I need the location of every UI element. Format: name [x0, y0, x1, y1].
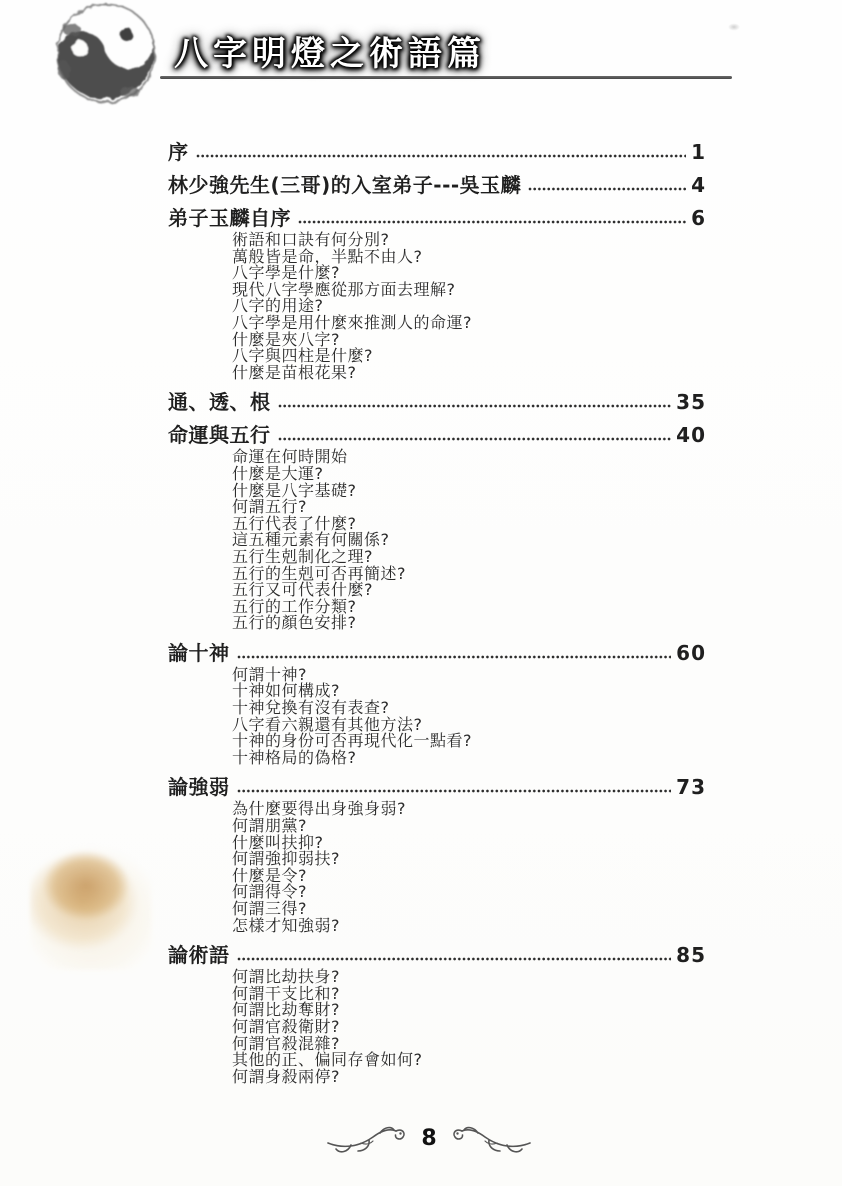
toc-sub-item: 五行又可代表什麼?	[232, 580, 373, 600]
toc-sub-item: 何謂比劫奪財?	[232, 1000, 340, 1020]
toc-entry	[168, 775, 706, 799]
toc-entry-page-number: 6	[691, 206, 706, 230]
toc-entry-page-number: 73	[676, 775, 706, 800]
toc-sub-item: 這五種元素有何關係?	[232, 530, 390, 550]
toc-entry-page-number: 85	[676, 943, 706, 968]
page-number: 8	[421, 1125, 437, 1151]
dot-leader	[298, 219, 686, 225]
toc-sub-item: 何謂強抑弱扶?	[232, 849, 340, 869]
dot-leader	[237, 956, 672, 962]
dot-leader	[278, 403, 672, 409]
toc-entry	[168, 173, 706, 197]
toc-sub-item: 術語和口訣有何分別?	[232, 230, 390, 249]
toc-entry-page-number: 40	[676, 423, 706, 448]
toc-sub-item: 什麼是令?	[232, 865, 307, 885]
toc-entry-title: 林少強先生(三哥)的入室弟子---吳玉麟	[168, 173, 522, 197]
toc-entry-page-number: 35	[676, 390, 706, 415]
toc-entry-page-number: 4	[691, 173, 706, 197]
toc-sub-item: 什麼是大運?	[232, 463, 324, 483]
toc-entry	[168, 206, 706, 230]
toc-sub-item: 何謂官殺混雜?	[232, 1033, 340, 1053]
toc-entry	[168, 641, 706, 665]
toc-entry-title: 論十神	[168, 640, 230, 665]
toc-sub-item: 五行生剋制化之理?	[232, 546, 373, 566]
toc-sub-item: 為什麼要得出身強身弱?	[232, 799, 406, 819]
toc-entry	[168, 390, 706, 414]
toc-entry	[168, 943, 706, 967]
toc-sub-item: 八字學是什麼?	[232, 263, 340, 283]
toc-sub-item: 何謂身殺兩停?	[232, 1066, 340, 1086]
toc-sub-item: 什麼是八字基礎?	[232, 480, 357, 500]
toc-sub-item: 五行的工作分類?	[232, 596, 357, 616]
toc-sub-item: 八字學是用什麼來推測人的命運?	[232, 312, 472, 332]
dot-leader	[278, 436, 672, 442]
toc-entry-title: 序	[168, 140, 189, 164]
toc-entry-title: 通、透、根	[168, 390, 271, 415]
flourish-right-icon	[451, 1118, 533, 1158]
toc-sub-item: 十神的身份可否再現代化一點看?	[232, 731, 472, 751]
toc-sub-list	[232, 232, 706, 381]
toc-sub-item: 何謂朋黨?	[232, 816, 307, 836]
toc-list	[168, 140, 706, 1085]
toc-sub-item: 何謂官殺衛財?	[232, 1016, 340, 1036]
toc-sub-list	[232, 801, 706, 934]
toc-sub-item: 何謂得令?	[232, 882, 307, 902]
toc-sub-item: 五行的生剋可否再簡述?	[232, 563, 406, 583]
toc-entry	[168, 423, 706, 447]
toc-sub-item: 怎樣才知強弱?	[232, 915, 340, 935]
toc-entry	[168, 140, 706, 164]
toc-sub-item: 什麼叫扶抑?	[232, 832, 324, 852]
toc-entry-title: 論強弱	[168, 775, 230, 800]
toc-entry-page-number: 60	[676, 640, 706, 665]
book-title: 八字明燈之術語篇	[174, 34, 486, 74]
toc-sub-item: 命運在何時開始	[232, 447, 348, 467]
toc-entry-title: 命運與五行	[168, 423, 271, 448]
toc-sub-list	[232, 969, 706, 1085]
toc-sub-item: 八字的用途?	[232, 296, 324, 316]
yin-yang-icon	[44, 0, 168, 108]
page-footer	[8, 1118, 842, 1158]
toc-sub-item: 其他的正、偏同存會如何?	[232, 1050, 423, 1070]
toc-entry-title: 論術語	[168, 943, 230, 968]
flourish-left-icon	[325, 1118, 407, 1158]
toc-sub-item: 何謂干支比和?	[232, 983, 340, 1003]
dot-leader	[237, 654, 672, 660]
scan-smudge	[726, 22, 742, 32]
toc-sub-item: 何謂三得?	[232, 899, 307, 918]
toc-sub-item: 八字看六親還有其他方法?	[232, 714, 423, 734]
toc-sub-item: 什麼是夾八字?	[232, 329, 340, 349]
toc-sub-item: 五行的顏色安排?	[232, 613, 357, 633]
toc-sub-item: 八字與四柱是什麼?	[232, 346, 373, 366]
toc-sub-item: 十神格局的偽格?	[232, 747, 357, 767]
header-divider-line	[160, 76, 732, 79]
toc-sub-item: 什麼是苗根花果?	[232, 362, 357, 382]
toc-sub-item: 現代八字學應從那方面去理解?	[232, 279, 456, 299]
toc-sub-item: 何謂比劫扶身?	[232, 967, 340, 987]
toc-sub-item: 五行代表了什麼?	[232, 513, 357, 533]
toc-entry-title: 弟子玉麟自序	[168, 206, 291, 230]
dot-leader	[196, 153, 687, 159]
toc-sub-list	[232, 664, 706, 767]
table-of-contents	[168, 140, 706, 1085]
paper-stain	[30, 838, 152, 970]
toc-entry-page-number: 1	[691, 140, 706, 164]
toc-sub-item: 十神如何構成?	[232, 681, 340, 701]
toc-sub-item: 萬般皆是命，半點不由人?	[232, 246, 423, 266]
toc-sub-item: 何謂五行?	[232, 497, 307, 517]
toc-sub-item: 十神兌換有沒有表查?	[232, 698, 390, 718]
toc-sub-list	[232, 449, 706, 632]
dot-leader	[237, 788, 672, 794]
toc-sub-item: 何謂十神?	[232, 664, 307, 684]
dot-leader	[528, 186, 686, 192]
